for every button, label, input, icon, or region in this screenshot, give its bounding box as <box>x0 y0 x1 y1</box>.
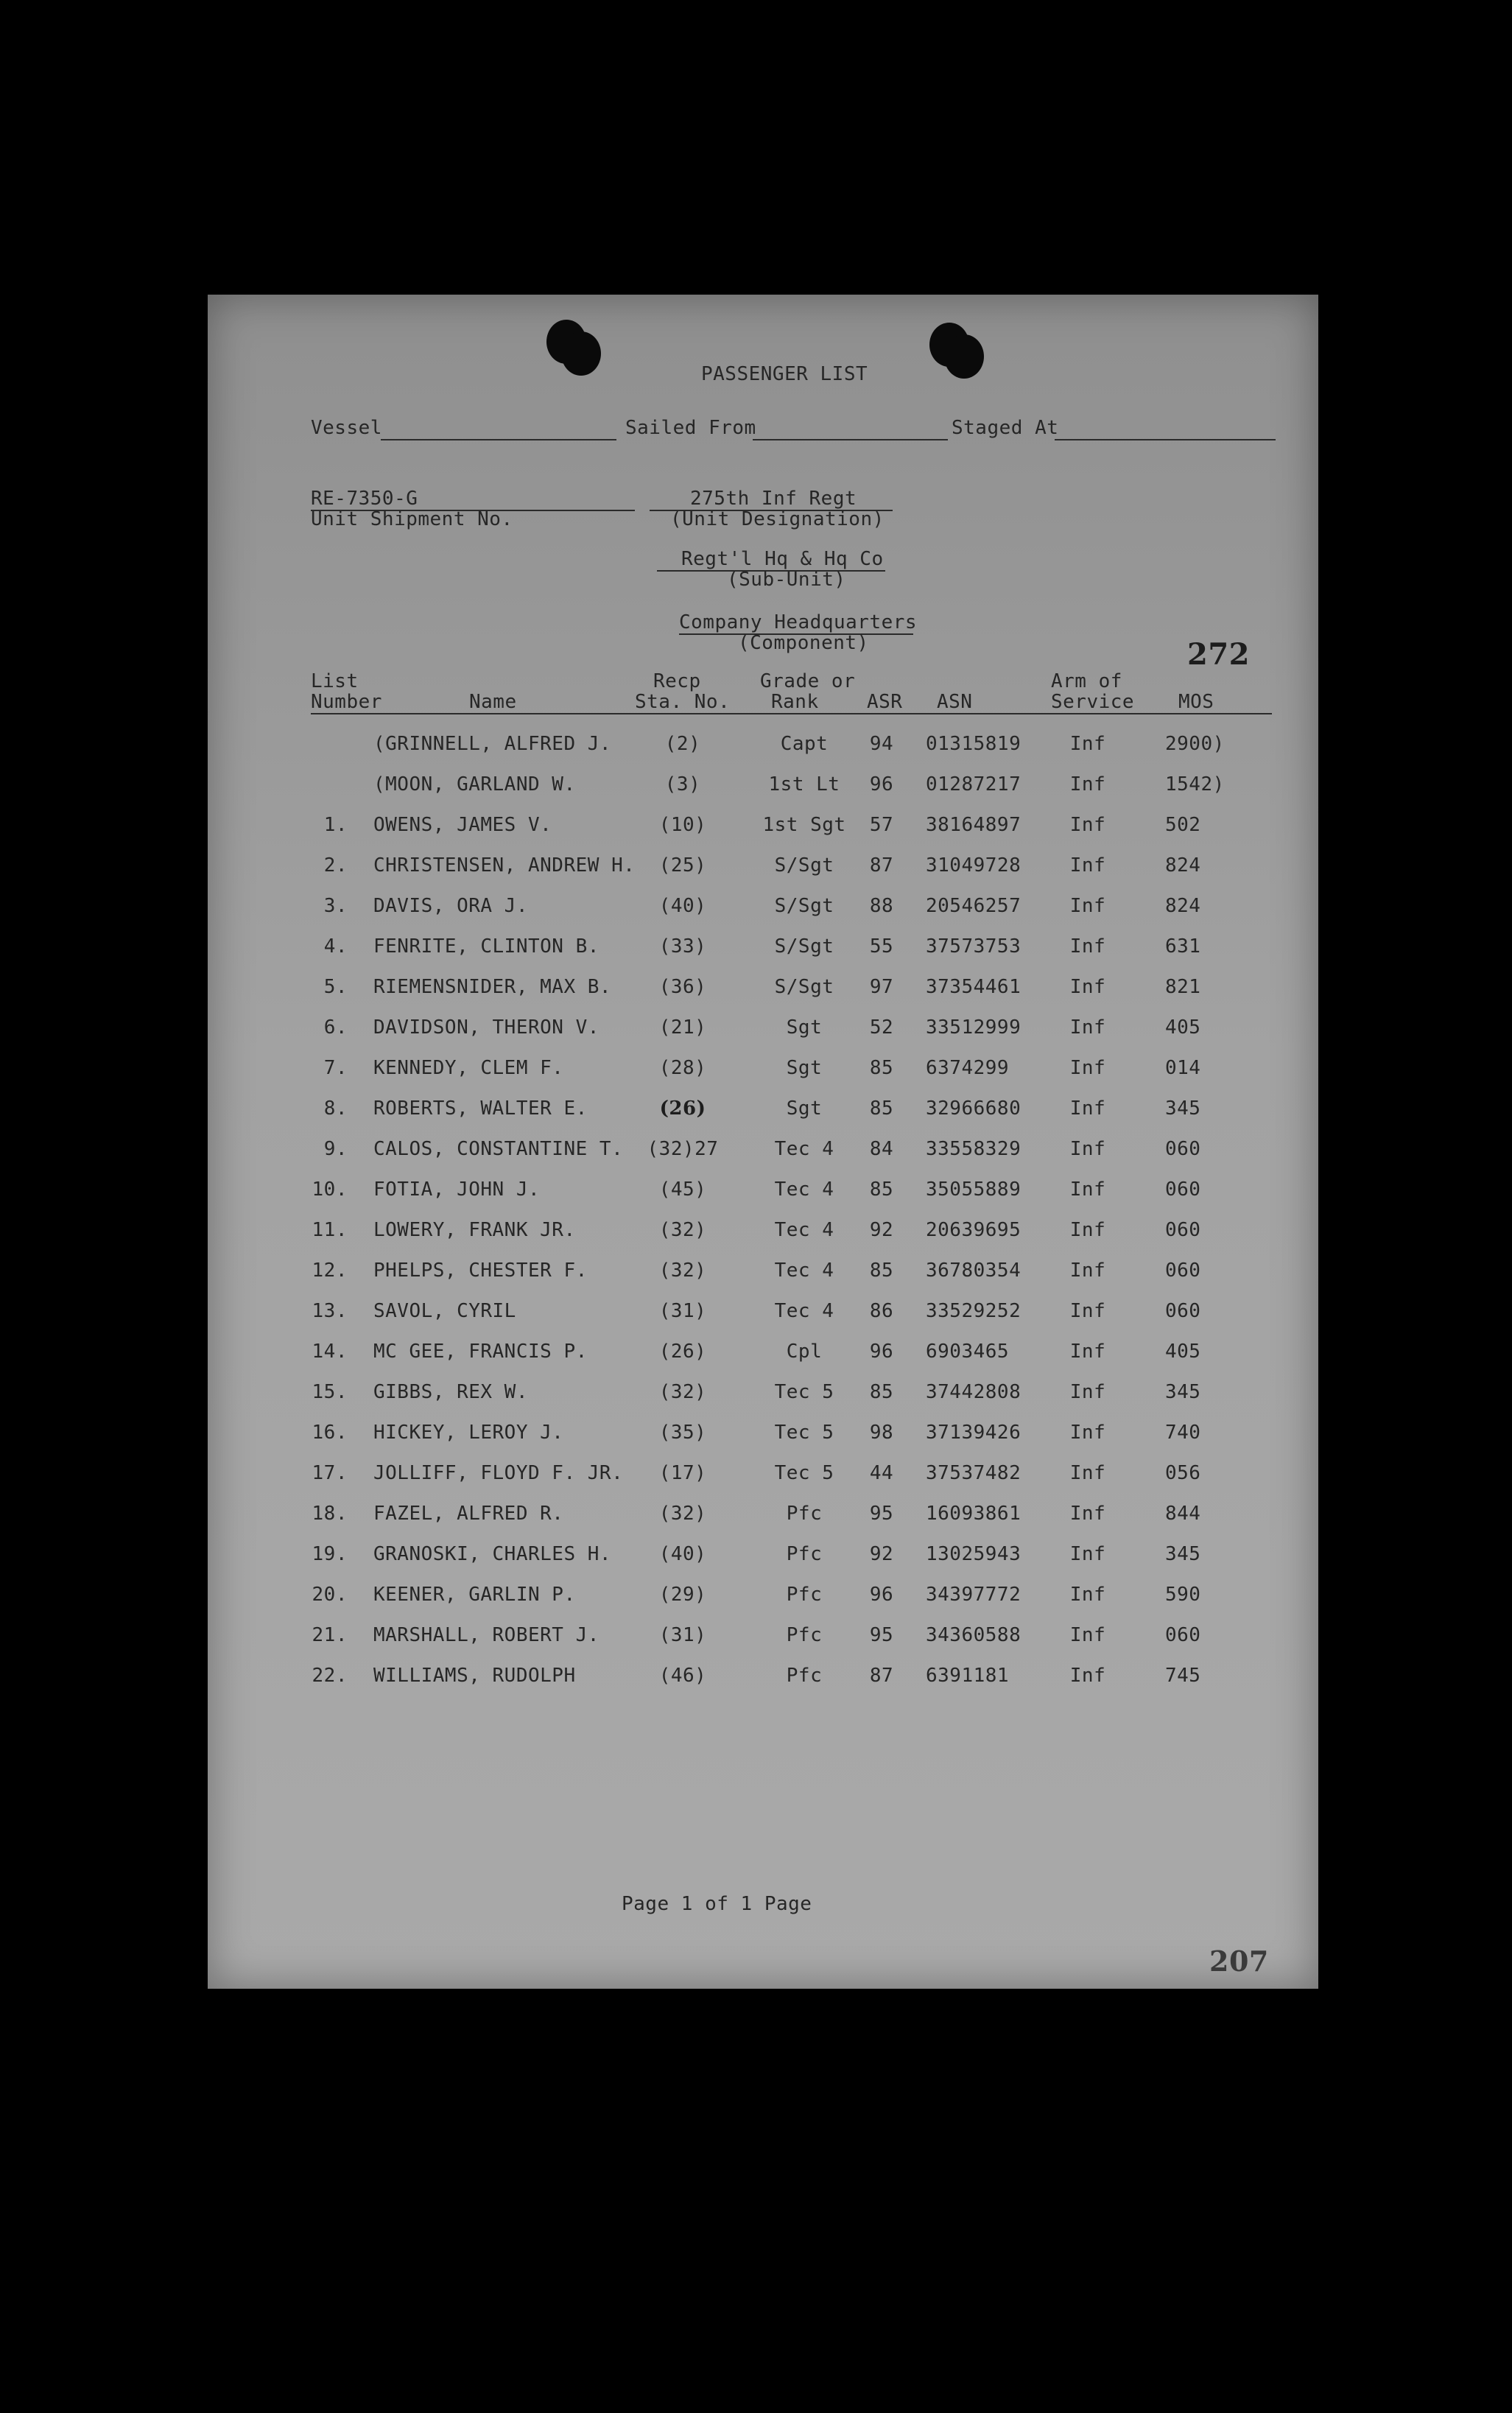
mos: 824 <box>1165 854 1201 877</box>
page-footer: Page 1 of 1 Page <box>622 1893 812 1915</box>
asn: 33512999 <box>926 1016 1022 1039</box>
arm-of-service: Inf <box>1069 1543 1106 1565</box>
list-number: 21. <box>312 1624 348 1646</box>
list-number: 3. <box>323 895 348 917</box>
recp-sta-no: (31) <box>658 1300 707 1322</box>
recp-sta-no: (32) <box>658 1381 707 1403</box>
unit-designation-label: (Unit Designation) <box>670 508 885 530</box>
arm-of-service: Inf <box>1069 895 1106 917</box>
header-asr: ASR <box>867 691 903 713</box>
passenger-name: HICKEY, LEROY J. <box>373 1422 564 1444</box>
recp-sta-no: (3) <box>664 773 701 795</box>
list-number: 5. <box>323 976 348 998</box>
mos: 405 <box>1165 1341 1201 1363</box>
vessel-line <box>381 439 616 440</box>
arm-of-service: Inf <box>1069 1381 1106 1403</box>
list-number: 2. <box>323 854 348 877</box>
grade-rank: 1st Lt <box>768 773 840 795</box>
list-number: 11. <box>312 1219 348 1241</box>
recp-sta-no: (40) <box>658 1543 707 1565</box>
list-number: 14. <box>312 1341 348 1363</box>
header-name: Name <box>469 691 517 713</box>
unit-shipment-label: Unit Shipment No. <box>311 508 513 530</box>
asr: 88 <box>869 895 894 917</box>
asn: 01287217 <box>926 773 1022 795</box>
passenger-name: (MOON, GARLAND W. <box>373 773 576 795</box>
asn: 6903465 <box>926 1341 1010 1363</box>
mos: 345 <box>1165 1543 1201 1565</box>
grade-rank: Tec 4 <box>774 1300 834 1322</box>
recp-sta-no: (40) <box>658 895 707 917</box>
sailed-from-line <box>753 439 948 440</box>
asn: 33529252 <box>926 1300 1022 1322</box>
recp-sta-no: (2) <box>664 733 701 755</box>
arm-of-service: Inf <box>1069 1665 1106 1687</box>
asn: 35055889 <box>926 1179 1022 1201</box>
mos: 060 <box>1165 1179 1201 1201</box>
table-row <box>208 1219 1318 1256</box>
mos: 056 <box>1165 1462 1201 1484</box>
recp-sta-no: (35) <box>658 1422 707 1444</box>
passenger-name: ROBERTS, WALTER E. <box>373 1097 588 1120</box>
arm-of-service: Inf <box>1069 1219 1106 1241</box>
table-row <box>208 1300 1318 1337</box>
asn: 34397772 <box>926 1584 1022 1606</box>
passenger-name: LOWERY, FRANK JR. <box>373 1219 576 1241</box>
sub-unit-label: (Sub-Unit) <box>727 569 846 591</box>
mos: 740 <box>1165 1422 1201 1444</box>
passenger-name: WILLIAMS, RUDOLPH <box>373 1665 576 1687</box>
asr: 55 <box>869 935 894 958</box>
passenger-name: CHRISTENSEN, ANDREW H. <box>373 854 636 877</box>
arm-of-service: Inf <box>1069 733 1106 755</box>
asr: 57 <box>869 814 894 836</box>
header-rule <box>311 713 1272 714</box>
table-row <box>208 1381 1318 1418</box>
mos: 590 <box>1165 1584 1201 1606</box>
asr: 87 <box>869 1665 894 1687</box>
mos: 060 <box>1165 1624 1201 1646</box>
passenger-name: DAVIDSON, THERON V. <box>373 1016 599 1039</box>
recp-sta-no: (32)27 <box>647 1138 719 1160</box>
component-label: (Component) <box>738 632 869 654</box>
grade-rank: S/Sgt <box>774 895 834 917</box>
table-row <box>208 1422 1318 1458</box>
staged-at-label: Staged At <box>952 417 1059 439</box>
table-row <box>208 895 1318 932</box>
asn: 20639695 <box>926 1219 1022 1241</box>
asn: 20546257 <box>926 895 1022 917</box>
arm-of-service: Inf <box>1069 935 1106 958</box>
asn: 01315819 <box>926 733 1022 755</box>
asr: 85 <box>869 1260 894 1282</box>
asr: 92 <box>869 1543 894 1565</box>
component: Company Headquarters <box>679 611 918 633</box>
asr: 98 <box>869 1422 894 1444</box>
arm-of-service: Inf <box>1069 1462 1106 1484</box>
grade-rank: Sgt <box>786 1016 823 1039</box>
passenger-name: KENNEDY, CLEM F. <box>373 1057 564 1079</box>
table-row <box>208 1179 1318 1215</box>
asr: 97 <box>869 976 894 998</box>
passenger-name: JOLLIFF, FLOYD F. JR. <box>373 1462 624 1484</box>
arm-of-service: Inf <box>1069 1260 1106 1282</box>
mos: 821 <box>1165 976 1201 998</box>
vessel-label: Vessel <box>311 417 382 439</box>
recp-sta-no: (26) <box>658 1341 707 1363</box>
binder-hole-left-2 <box>561 331 601 376</box>
asr: 44 <box>869 1462 894 1484</box>
grade-rank: Tec 5 <box>774 1381 834 1403</box>
passenger-name: FOTIA, JOHN J. <box>373 1179 541 1201</box>
asn: 37442808 <box>926 1381 1022 1403</box>
asr: 87 <box>869 854 894 877</box>
header-grade-1: Grade or <box>760 670 856 692</box>
asn: 32966680 <box>926 1097 1022 1120</box>
mos: 502 <box>1165 814 1201 836</box>
mos: 060 <box>1165 1260 1201 1282</box>
grade-rank: S/Sgt <box>774 854 834 877</box>
arm-of-service: Inf <box>1069 1300 1106 1322</box>
passenger-name: PHELPS, CHESTER F. <box>373 1260 588 1282</box>
mos: 844 <box>1165 1503 1201 1525</box>
table-row <box>208 854 1318 891</box>
asr: 52 <box>869 1016 894 1039</box>
table-row <box>208 1543 1318 1580</box>
recp-sta-no: (10) <box>658 814 707 836</box>
mos: 631 <box>1165 935 1201 958</box>
arm-of-service: Inf <box>1069 814 1106 836</box>
mos: 060 <box>1165 1300 1201 1322</box>
table-row <box>208 976 1318 1013</box>
passenger-name: KEENER, GARLIN P. <box>373 1584 576 1606</box>
table-row <box>208 733 1318 770</box>
mos: 060 <box>1165 1219 1201 1241</box>
recp-sta-no: (32) <box>658 1503 707 1525</box>
recp-sta-no: (45) <box>658 1179 707 1201</box>
arm-of-service: Inf <box>1069 1097 1106 1120</box>
arm-of-service: Inf <box>1069 1584 1106 1606</box>
list-number: 10. <box>312 1179 348 1201</box>
passenger-list-sheet <box>208 295 1318 1989</box>
asr: 96 <box>869 1584 894 1606</box>
grade-rank: Tec 5 <box>774 1462 834 1484</box>
passenger-name: CALOS, CONSTANTINE T. <box>373 1138 624 1160</box>
recp-sta-no: (31) <box>658 1624 707 1646</box>
asn: 37573753 <box>926 935 1022 958</box>
arm-of-service: Inf <box>1069 1624 1106 1646</box>
grade-rank: Pfc <box>786 1665 823 1687</box>
binder-hole-right-2 <box>944 334 984 379</box>
header-list-2: Number <box>311 691 382 713</box>
list-number: 12. <box>312 1260 348 1282</box>
asn: 37537482 <box>926 1462 1022 1484</box>
list-number: 17. <box>312 1462 348 1484</box>
list-number: 18. <box>312 1503 348 1525</box>
grade-rank: Pfc <box>786 1543 823 1565</box>
list-number: 19. <box>312 1543 348 1565</box>
mos: 060 <box>1165 1138 1201 1160</box>
arm-of-service: Inf <box>1069 854 1106 877</box>
asn: 33558329 <box>926 1138 1022 1160</box>
asr: 94 <box>869 733 894 755</box>
mos: 345 <box>1165 1381 1201 1403</box>
header-mos: MOS <box>1178 691 1214 713</box>
grade-rank: Pfc <box>786 1503 823 1525</box>
table-row <box>208 935 1318 972</box>
header-arm-2: Service <box>1051 691 1135 713</box>
table-row <box>208 1341 1318 1377</box>
table-row <box>208 1057 1318 1094</box>
grade-rank: Tec 4 <box>774 1260 834 1282</box>
unit-designation: 275th Inf Regt <box>690 488 857 510</box>
asr: 95 <box>869 1503 894 1525</box>
corner-handwritten-number: 207 <box>1209 1945 1269 1978</box>
arm-of-service: Inf <box>1069 1503 1106 1525</box>
mos: 405 <box>1165 1016 1201 1039</box>
grade-rank: Tec 4 <box>774 1219 834 1241</box>
sailed-from-label: Sailed From <box>625 417 756 439</box>
table-row <box>208 1665 1318 1701</box>
asn: 6374299 <box>926 1057 1010 1079</box>
grade-rank: Tec 4 <box>774 1179 834 1201</box>
table-row <box>208 1624 1318 1661</box>
table-row <box>208 1503 1318 1539</box>
arm-of-service: Inf <box>1069 1422 1106 1444</box>
stamp-number: 272 <box>1187 637 1250 672</box>
unit-shipment-no: RE-7350-G <box>311 488 418 510</box>
asn: 31049728 <box>926 854 1022 877</box>
grade-rank: Cpl <box>786 1341 823 1363</box>
grade-rank: Tec 4 <box>774 1138 834 1160</box>
asn: 36780354 <box>926 1260 1022 1282</box>
recp-sta-no: (26) <box>659 1097 706 1120</box>
grade-rank: S/Sgt <box>774 976 834 998</box>
list-number: 13. <box>312 1300 348 1322</box>
asr: 85 <box>869 1381 894 1403</box>
grade-rank: Sgt <box>786 1097 823 1120</box>
grade-rank: 1st Sgt <box>762 814 846 836</box>
passenger-name: FENRITE, CLINTON B. <box>373 935 599 958</box>
mos: 1542) <box>1165 773 1225 795</box>
asr: 85 <box>869 1057 894 1079</box>
passenger-name: GIBBS, REX W. <box>373 1381 528 1403</box>
arm-of-service: Inf <box>1069 976 1106 998</box>
arm-of-service: Inf <box>1069 773 1106 795</box>
table-row <box>208 1584 1318 1620</box>
asr: 92 <box>869 1219 894 1241</box>
asn: 13025943 <box>926 1543 1022 1565</box>
header-list-1: List <box>311 670 359 692</box>
document-title: PASSENGER LIST <box>701 363 868 385</box>
grade-rank: Pfc <box>786 1584 823 1606</box>
list-number: 22. <box>312 1665 348 1687</box>
passenger-name: (GRINNELL, ALFRED J. <box>373 733 612 755</box>
recp-sta-no: (33) <box>658 935 707 958</box>
list-number: 8. <box>323 1097 348 1120</box>
asn: 37354461 <box>926 976 1022 998</box>
recp-sta-no: (17) <box>658 1462 707 1484</box>
header-arm-1: Arm of <box>1051 670 1122 692</box>
recp-sta-no: (32) <box>658 1260 707 1282</box>
asn: 16093861 <box>926 1503 1022 1525</box>
list-number: 20. <box>312 1584 348 1606</box>
passenger-name: MC GEE, FRANCIS P. <box>373 1341 588 1363</box>
table-row <box>208 814 1318 851</box>
list-number: 7. <box>323 1057 348 1079</box>
header-grade-2: Rank <box>771 691 819 713</box>
arm-of-service: Inf <box>1069 1057 1106 1079</box>
asr: 86 <box>869 1300 894 1322</box>
mos: 745 <box>1165 1665 1201 1687</box>
header-asn: ASN <box>937 691 973 713</box>
asr: 96 <box>869 773 894 795</box>
table-row <box>208 1138 1318 1175</box>
asn: 34360588 <box>926 1624 1022 1646</box>
mos: 2900) <box>1165 733 1225 755</box>
arm-of-service: Inf <box>1069 1179 1106 1201</box>
table-row <box>208 1016 1318 1053</box>
recp-sta-no: (25) <box>658 854 707 877</box>
passenger-name: GRANOSKI, CHARLES H. <box>373 1543 612 1565</box>
asn: 37139426 <box>926 1422 1022 1444</box>
recp-sta-no: (29) <box>658 1584 707 1606</box>
arm-of-service: Inf <box>1069 1016 1106 1039</box>
grade-rank: Capt <box>780 733 829 755</box>
passenger-name: FAZEL, ALFRED R. <box>373 1503 564 1525</box>
passenger-name: DAVIS, ORA J. <box>373 895 528 917</box>
asn: 38164897 <box>926 814 1022 836</box>
grade-rank: S/Sgt <box>774 935 834 958</box>
asn: 6391181 <box>926 1665 1010 1687</box>
asr: 84 <box>869 1138 894 1160</box>
list-number: 6. <box>323 1016 348 1039</box>
header-recp-1: Recp <box>653 670 701 692</box>
list-number: 4. <box>323 935 348 958</box>
table-row <box>208 1260 1318 1296</box>
asr: 95 <box>869 1624 894 1646</box>
staged-at-line <box>1055 439 1276 440</box>
passenger-name: SAVOL, CYRIL <box>373 1300 516 1322</box>
list-number: 9. <box>323 1138 348 1160</box>
mos: 014 <box>1165 1057 1201 1079</box>
passenger-name: MARSHALL, ROBERT J. <box>373 1624 599 1646</box>
grade-rank: Tec 5 <box>774 1422 834 1444</box>
recp-sta-no: (21) <box>658 1016 707 1039</box>
mos: 345 <box>1165 1097 1201 1120</box>
passenger-name: RIEMENSNIDER, MAX B. <box>373 976 612 998</box>
header-recp-2: Sta. No. <box>635 691 731 713</box>
table-row <box>208 773 1318 810</box>
table-row <box>208 1462 1318 1499</box>
arm-of-service: Inf <box>1069 1341 1106 1363</box>
grade-rank: Pfc <box>786 1624 823 1646</box>
arm-of-service: Inf <box>1069 1138 1106 1160</box>
table-row <box>208 1097 1318 1134</box>
recp-sta-no: (46) <box>658 1665 707 1687</box>
passenger-name: OWENS, JAMES V. <box>373 814 552 836</box>
mos: 824 <box>1165 895 1201 917</box>
asr: 85 <box>869 1179 894 1201</box>
recp-sta-no: (28) <box>658 1057 707 1079</box>
asr: 85 <box>869 1097 894 1120</box>
recp-sta-no: (36) <box>658 976 707 998</box>
asr: 96 <box>869 1341 894 1363</box>
list-number: 16. <box>312 1422 348 1444</box>
recp-sta-no: (32) <box>658 1219 707 1241</box>
sub-unit: Regt'l Hq & Hq Co <box>681 548 884 570</box>
list-number: 15. <box>312 1381 348 1403</box>
list-number: 1. <box>323 814 348 836</box>
grade-rank: Sgt <box>786 1057 823 1079</box>
